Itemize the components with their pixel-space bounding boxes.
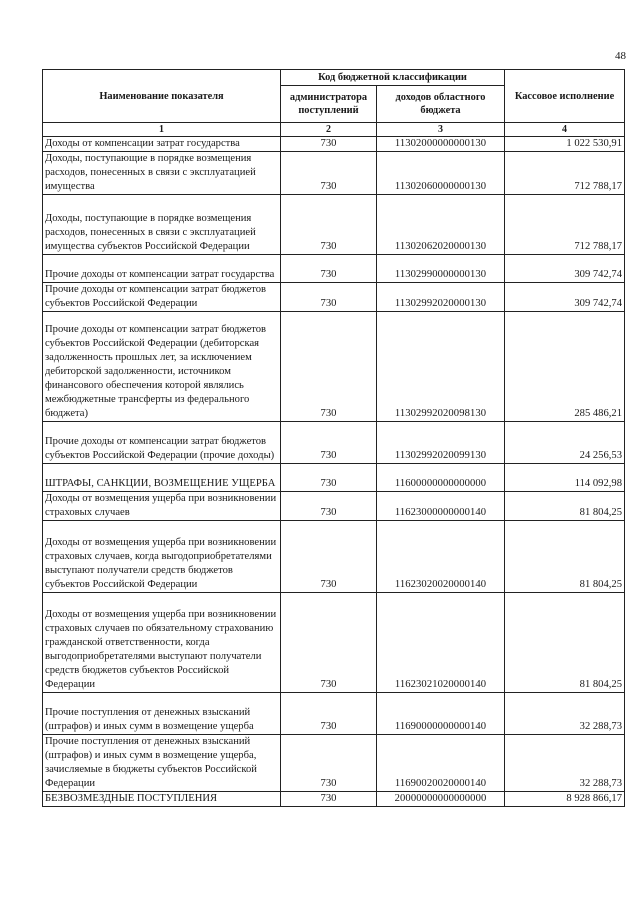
amount-cell: 8 928 866,17 — [505, 792, 625, 807]
amount-cell: 309 742,74 — [505, 255, 625, 283]
column-number: 1 — [43, 123, 281, 137]
table-row — [43, 255, 625, 283]
administrator-code-cell: 730 — [281, 593, 377, 693]
indicator-name-cell: Доходы от компенсации затрат государства — [43, 137, 281, 152]
administrator-code-cell: 730 — [281, 422, 377, 464]
header-administrator: администратора поступлений — [281, 86, 377, 123]
indicator-name-cell: Прочие доходы от компенсации затрат бюджетов субъектов Российской Федерации (прочие доходы) — [43, 422, 281, 464]
income-code-cell: 11690000000000140 — [377, 693, 505, 735]
table-row — [43, 195, 625, 255]
amount-cell: 32 288,73 — [505, 735, 625, 792]
amount-cell: 114 092,98 — [505, 464, 625, 492]
indicator-name-cell: ШТРАФЫ, САНКЦИИ, ВОЗМЕЩЕНИЕ УЩЕРБА — [43, 464, 281, 492]
page-number: 48 — [615, 50, 626, 62]
amount-cell: 81 804,25 — [505, 492, 625, 521]
table-row — [43, 693, 625, 735]
amount-cell: 309 742,74 — [505, 283, 625, 312]
administrator-code-cell: 730 — [281, 693, 377, 735]
indicator-name-cell: Прочие поступления от денежных взысканий (штрафов) и иных сумм в возмещение ущерба, зачисляемые в бюджеты субъектов Российской Федерации — [43, 735, 281, 792]
administrator-code-cell: 730 — [281, 195, 377, 255]
income-code-cell: 11302062020000130 — [377, 195, 505, 255]
table-row — [43, 593, 625, 693]
administrator-code-cell: 730 — [281, 137, 377, 152]
table-body — [43, 137, 625, 807]
income-code-cell: 11600000000000000 — [377, 464, 505, 492]
income-code-cell: 11302000000000130 — [377, 137, 505, 152]
income-code-cell: 11302992020099130 — [377, 422, 505, 464]
table-row — [43, 492, 625, 521]
amount-cell: 81 804,25 — [505, 593, 625, 693]
administrator-code-cell: 730 — [281, 735, 377, 792]
header-cash-execution: Кассовое исполнение — [505, 70, 625, 123]
indicator-name-cell: Доходы от возмещения ущерба при возникновении страховых случаев — [43, 492, 281, 521]
administrator-code-cell: 730 — [281, 312, 377, 422]
income-code-cell: 20000000000000000 — [377, 792, 505, 807]
administrator-code-cell: 730 — [281, 521, 377, 593]
table-row — [43, 521, 625, 593]
income-code-cell: 11302990000000130 — [377, 255, 505, 283]
administrator-code-cell: 730 — [281, 255, 377, 283]
header-indicator-name: Наименование показателя — [43, 70, 281, 123]
administrator-code-cell: 730 — [281, 492, 377, 521]
administrator-code-cell: 730 — [281, 792, 377, 807]
indicator-name-cell: Прочие поступления от денежных взысканий (штрафов) и иных сумм в возмещение ущерба — [43, 693, 281, 735]
amount-cell: 712 788,17 — [505, 195, 625, 255]
administrator-code-cell: 730 — [281, 464, 377, 492]
amount-cell: 1 022 530,91 — [505, 137, 625, 152]
table-row — [43, 137, 625, 152]
indicator-name-cell: Прочие доходы от компенсации затрат государства — [43, 255, 281, 283]
amount-cell: 285 486,21 — [505, 312, 625, 422]
amount-cell: 81 804,25 — [505, 521, 625, 593]
amount-cell: 24 256,53 — [505, 422, 625, 464]
table-row — [43, 792, 625, 807]
table-row — [43, 312, 625, 422]
header-classification-code: Код бюджетной классификации — [281, 70, 505, 86]
income-code-cell: 11623021020000140 — [377, 593, 505, 693]
header-regional-income: доходов областного бюджета — [377, 86, 505, 123]
table-row — [43, 283, 625, 312]
table-row — [43, 464, 625, 492]
indicator-name-cell: Доходы, поступающие в порядке возмещения расходов, понесенных в связи с эксплуатацией имущества — [43, 152, 281, 195]
table-row — [43, 735, 625, 792]
table-row — [43, 152, 625, 195]
administrator-code-cell: 730 — [281, 283, 377, 312]
amount-cell: 712 788,17 — [505, 152, 625, 195]
budget-execution-table — [42, 69, 625, 807]
indicator-name-cell: Доходы, поступающие в порядке возмещения расходов, понесенных в связи с эксплуатацией имущества субъектов Российской Федерации — [43, 195, 281, 255]
income-code-cell: 11623020020000140 — [377, 521, 505, 593]
column-number: 2 — [281, 123, 377, 137]
income-code-cell: 11302060000000130 — [377, 152, 505, 195]
income-code-cell: 11623000000000140 — [377, 492, 505, 521]
column-number: 3 — [377, 123, 505, 137]
table-row — [43, 422, 625, 464]
income-code-cell: 11302992020000130 — [377, 283, 505, 312]
amount-cell: 32 288,73 — [505, 693, 625, 735]
indicator-name-cell: Доходы от возмещения ущерба при возникновении страховых случаев, когда выгодоприобретателями выступают получатели средств бюджетов субъектов Российской Федерации — [43, 521, 281, 593]
indicator-name-cell: Прочие доходы от компенсации затрат бюджетов субъектов Российской Федерации — [43, 283, 281, 312]
indicator-name-cell: БЕЗВОЗМЕЗДНЫЕ ПОСТУПЛЕНИЯ — [43, 792, 281, 807]
income-code-cell: 11690020020000140 — [377, 735, 505, 792]
indicator-name-cell: Прочие доходы от компенсации затрат бюджетов субъектов Российской Федерации (дебиторская задолженность прошлых лет, за исключением дебиторской задолженности, источником финансового обеспечения которой являлись межбюджетные трансферты из федерального бюджета) — [43, 312, 281, 422]
income-code-cell: 11302992020098130 — [377, 312, 505, 422]
indicator-name-cell: Доходы от возмещения ущерба при возникновении страховых случаев по обязательному страхованию гражданской ответственности, когда выгодоприобретателями выступают получатели средств бюджетов субъектов Российской Федерации — [43, 593, 281, 693]
administrator-code-cell: 730 — [281, 152, 377, 195]
column-number: 4 — [505, 123, 625, 137]
